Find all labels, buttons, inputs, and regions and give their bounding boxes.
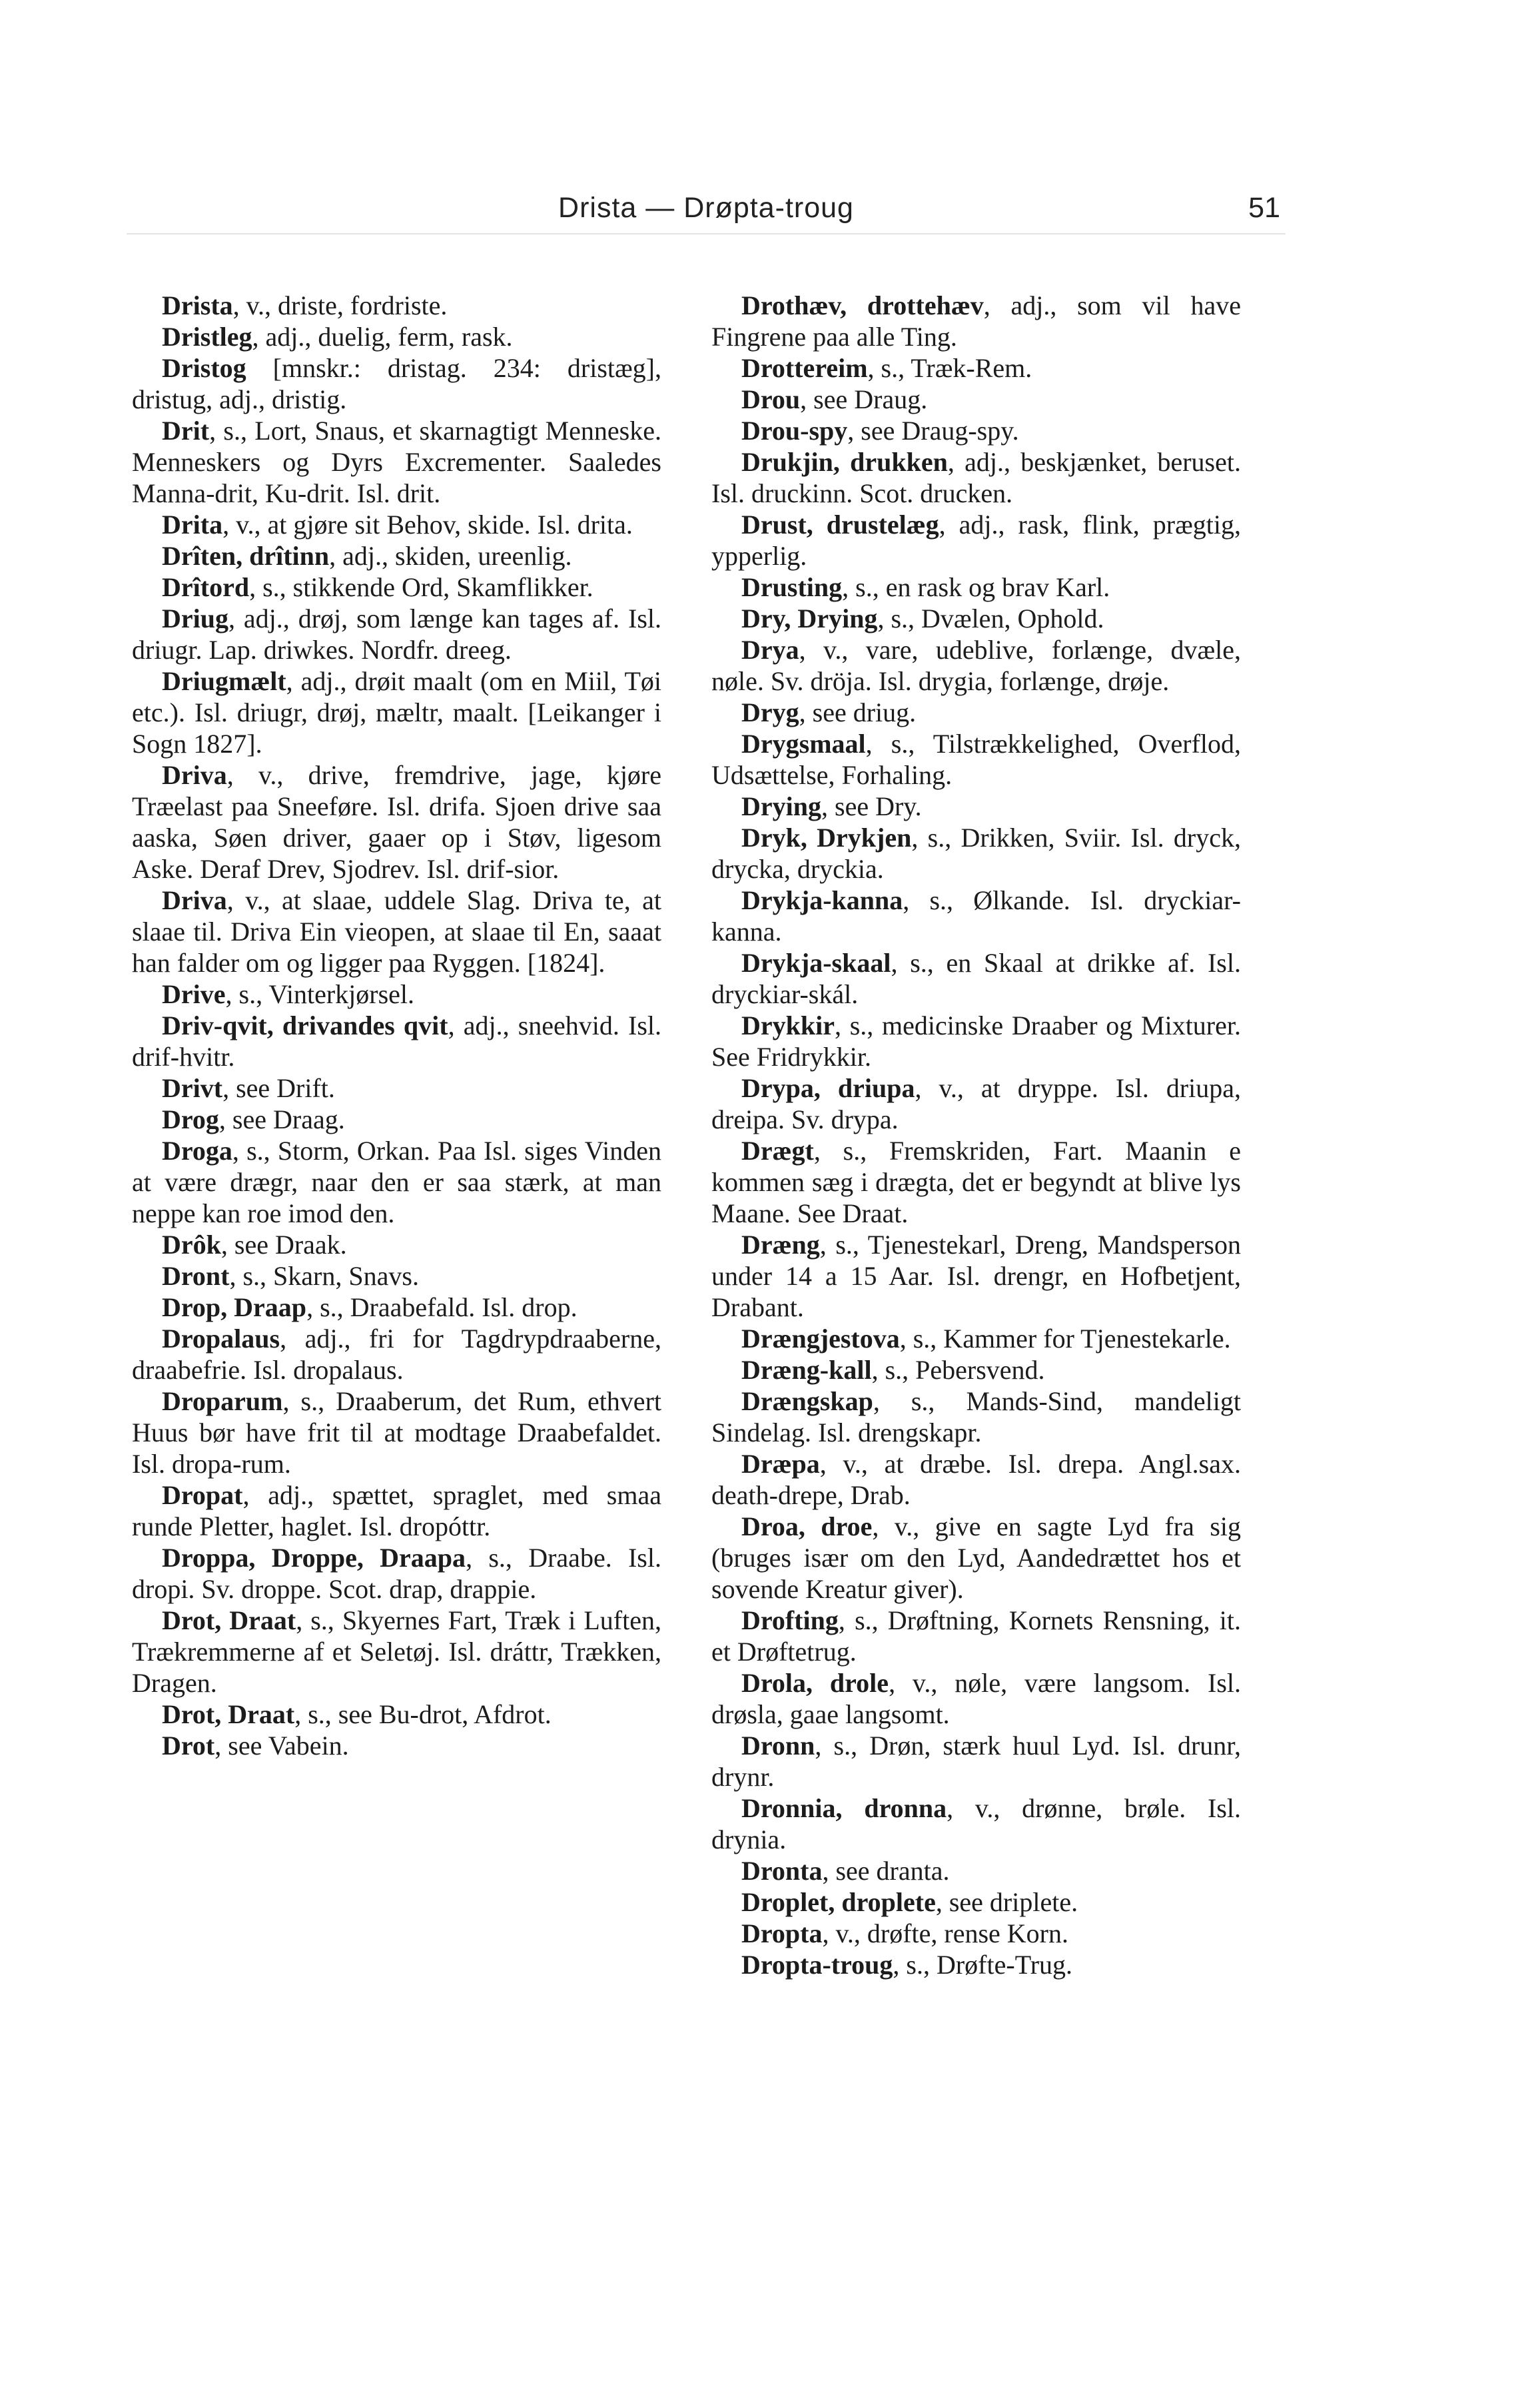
entry-headword: Drou-spy (741, 416, 848, 446)
entry-definition: , s., see Bu-drot, Afdrot. (294, 1699, 552, 1729)
dictionary-entry (711, 290, 1241, 352)
entry-headword: Drya (741, 635, 799, 665)
entry-definition: , s., Skarn, Snavs. (229, 1261, 419, 1291)
dictionary-entry (711, 1135, 1241, 1229)
dictionary-entry (711, 1072, 1241, 1135)
entry-headword: Drôk (162, 1230, 221, 1260)
entry-headword: Dropta-troug (741, 1950, 893, 1980)
dictionary-entry (132, 1323, 661, 1386)
dictionary-entry (711, 446, 1241, 509)
entry-headword: Drukjin, drukken (741, 447, 948, 477)
dictionary-entry (711, 1730, 1241, 1793)
dictionary-entry (711, 1354, 1241, 1386)
dictionary-entry (132, 290, 661, 321)
entry-definition: , adj., rask, flink, prægtig, ypperlig. (711, 510, 1241, 571)
entry-definition: , see Draug. (800, 384, 928, 414)
entry-headword: Drîtord (162, 572, 250, 602)
entry-headword: Dropat (162, 1480, 243, 1510)
entry-definition: , s., en rask og brav Karl. (842, 572, 1110, 602)
entry-headword: Dront (162, 1261, 230, 1291)
dictionary-entry (711, 1949, 1241, 1980)
entry-headword: Drog (162, 1104, 219, 1134)
entry-headword: Drust, drustelæg (741, 510, 939, 540)
dictionary-entry (132, 1229, 661, 1260)
entry-headword: Drita (162, 510, 223, 540)
entry-definition: , v., driste, fordriste. (232, 290, 448, 320)
entry-headword: Drîten, drîtinn (162, 541, 330, 571)
dictionary-entry (132, 540, 661, 572)
entry-definition: , s., Draabe. Isl. dropi. Sv. droppe. Scot. drap, drappie. (132, 1543, 661, 1604)
entry-definition: , v., drønne, brøle. Isl. drynia. (711, 1793, 1241, 1854)
entry-headword: Dronn (741, 1731, 815, 1761)
dictionary-entry (711, 1323, 1241, 1354)
entry-headword: Dronnia, dronna (741, 1793, 947, 1823)
entry-definition: , adj., beskjænket, beruset. Isl. druckinn. Scot. drucken. (711, 447, 1241, 508)
entry-definition: , s., Drøn, stærk huul Lyd. Isl. drunr, drynr. (711, 1731, 1241, 1792)
entry-definition: , v., at dryppe. Isl. driupa, dreipa. Sv. drypa. (711, 1073, 1242, 1134)
entry-definition: , see Draag. (218, 1104, 345, 1134)
entry-headword: Drot, Draat (162, 1605, 296, 1635)
dictionary-entry (711, 415, 1241, 446)
dictionary-entry (711, 1386, 1241, 1448)
entry-headword: Dræng (741, 1230, 820, 1260)
entry-definition: , s., Træk-Rem. (867, 353, 1032, 383)
entry-headword: Driva (162, 760, 227, 790)
entry-headword: Drængskap (741, 1386, 873, 1416)
entry-definition: , see dranta. (822, 1856, 950, 1886)
dictionary-entry (132, 1479, 661, 1542)
entry-definition: , s., Ølkande. Isl. dryckiar-kanna. (711, 885, 1241, 947)
entry-definition: , s., Tjenestekarl, Dreng, Mandsperson under 14 a 15 Aar. Isl. drengr, en Hofbetjent, Drabant. (711, 1230, 1241, 1322)
entry-definition: , adj., fri for Tagdrypdraaberne, draabefrie. Isl. dropalaus. (132, 1324, 661, 1385)
dictionary-entry (132, 1104, 661, 1135)
dictionary-entry (132, 1730, 661, 1761)
dictionary-entry (711, 947, 1241, 1010)
entry-headword: Drottereim (741, 353, 868, 383)
dictionary-entry (132, 1386, 661, 1479)
entry-definition: , adj., duelig, ferm, rask. (252, 322, 513, 352)
entry-definition: [mnskr.: dristag. 234: dristæg], dristug, adj., dristig. (132, 353, 661, 414)
entry-definition: , s., Pebersvend. (871, 1355, 1045, 1385)
entry-definition: , s., stikkende Ord, Skamflikker. (249, 572, 593, 602)
entry-definition: , see driplete. (935, 1887, 1078, 1917)
dictionary-entry (132, 321, 661, 352)
dictionary-entry (132, 1292, 661, 1323)
entry-headword: Dryg (741, 697, 799, 727)
entry-definition: , adj., skiden, ureenlig. (329, 541, 572, 571)
entry-headword: Droparum (162, 1386, 283, 1416)
dictionary-entry (711, 509, 1241, 572)
entry-headword: Drothæv, drottehæv (741, 290, 984, 320)
entry-definition: , s., Drøfte-Trug. (893, 1950, 1073, 1980)
dictionary-entry (132, 1542, 661, 1605)
dictionary-entry (711, 728, 1241, 791)
entry-headword: Drot, Draat (162, 1699, 295, 1729)
dictionary-entry (132, 572, 661, 603)
entry-headword: Dræpa (741, 1449, 820, 1479)
dictionary-entry (132, 1260, 661, 1292)
entry-headword: Drægt (741, 1136, 814, 1166)
entry-definition: , v., at gjøre sit Behov, skide. Isl. drita. (222, 510, 633, 540)
dictionary-entry (132, 979, 661, 1010)
entry-headword: Droa, droe (741, 1511, 873, 1541)
entry-headword: Dry, Drying (741, 603, 878, 633)
dictionary-entry (711, 572, 1241, 603)
dictionary-entry (711, 1605, 1241, 1667)
entry-headword: Driv-qvit, drivandes qvit (162, 1010, 448, 1040)
entry-definition: , adj., drøit maalt (om en Miil, Tøi etc.). Isl. driugr, drøj, mæltr, maalt. [Leikanger i Sogn 1827]. (132, 666, 661, 759)
entry-definition: , see Vabein. (214, 1731, 349, 1761)
dictionary-entry (711, 822, 1241, 885)
entry-headword: Dristleg (162, 322, 252, 352)
page-number: 51 (1248, 192, 1280, 224)
entry-definition: , s., Drøftning, Kornets Rensning, it. et Drøftetrug. (711, 1605, 1241, 1667)
entry-definition: , v., give en sagte Lyd fra sig (bruges især om den Lyd, Aandedrættet hos et sovende Kreatur giver). (711, 1511, 1241, 1604)
dictionary-entry (711, 603, 1241, 634)
dictionary-entry (132, 509, 661, 540)
entry-headword: Drista (162, 290, 233, 320)
page-header-title: Drista — Drøpta-troug (558, 192, 854, 224)
entry-headword: Drying (741, 791, 821, 821)
dictionary-entry (711, 1511, 1241, 1605)
dictionary-entry (132, 665, 661, 759)
entry-definition: , adj., spættet, spraglet, med smaa runde Pletter, haglet. Isl. dropóttr. (132, 1480, 661, 1541)
entry-definition: , s., Draabefald. Isl. drop. (306, 1292, 578, 1322)
running-header (127, 192, 1286, 234)
entry-definition: , see Dry. (821, 791, 922, 821)
entry-definition: , see Drift. (222, 1073, 335, 1103)
entry-headword: Drygsmaal (741, 729, 866, 759)
entry-definition: , s., Kammer for Tjenestekarle. (899, 1324, 1231, 1354)
entry-headword: Droplet, droplete (741, 1887, 936, 1917)
dictionary-entry (132, 1699, 661, 1730)
entry-headword: Dryk, Drykjen (741, 823, 912, 853)
entry-definition: , s., Lort, Snaus, et skarnagtigt Menneske. Menneskers og Dyrs Excrementer. Saaledes Manna-drit, Ku-drit. Isl. drit. (132, 416, 661, 508)
entry-headword: Dronta (741, 1856, 823, 1886)
entry-headword: Dropta (741, 1918, 823, 1948)
dictionary-entry (132, 1072, 661, 1104)
entry-headword: Droppa, Droppe, Draapa (162, 1543, 466, 1573)
entry-definition: , adj., sneehvid. Isl. drif-hvitr. (132, 1010, 661, 1072)
entry-definition: , s., Skyernes Fart, Træk i Luften, Trækremmerne af et Seletøj. Isl. dráttr, Trækken, Dragen. (132, 1605, 661, 1698)
dictionary-entry (711, 1793, 1241, 1855)
entry-definition: , s., en Skaal at drikke af. Isl. dryckiar-skál. (711, 948, 1241, 1009)
entry-definition: , v., nøle, være langsom. Isl. drøsla, gaae langsomt. (711, 1668, 1241, 1729)
entry-headword: Driugmælt (162, 666, 286, 696)
dictionary-entry (132, 1605, 661, 1699)
entry-definition: , v., drøfte, rense Korn. (822, 1918, 1068, 1948)
entry-headword: Drit (162, 416, 210, 446)
entry-headword: Drot (162, 1731, 215, 1761)
entry-headword: Drykja-kanna (741, 885, 903, 915)
dictionary-entry (711, 1229, 1241, 1323)
entry-headword: Drængjestova (741, 1324, 900, 1354)
dictionary-entry (711, 352, 1241, 384)
entry-definition: , v., drive, fremdrive, jage, kjøre Træelast paa Sneeføre. Isl. drifa. Sjoen drive saa aaska, Søen driver, gaaer op i Støv, ligesom Aske. Deraf Drev, Sjodrev. Isl. drif-sior. (132, 760, 661, 884)
entry-definition: , s., Draaberum, det Rum, ethvert Huus bør have frit til at modtage Draabefaldet. Isl. dropa-rum. (132, 1386, 661, 1479)
entry-definition: , see Draak. (220, 1230, 347, 1260)
dictionary-entry (711, 634, 1241, 697)
entry-definition: , see Draug-spy. (847, 416, 1019, 446)
dictionary-entry (711, 791, 1241, 822)
entry-headword: Drivt (162, 1073, 223, 1103)
entry-headword: Droga (162, 1136, 232, 1166)
dictionary-entry (132, 1010, 661, 1072)
entry-definition: , s., Storm, Orkan. Paa Isl. siges Vinden at være drægr, naar den er saa stærk, at man neppe kan roe imod den. (132, 1136, 661, 1228)
entry-headword: Drykja-skaal (741, 948, 891, 978)
entry-definition: , s., Dvælen, Ophold. (877, 603, 1104, 633)
entry-definition: , v., at slaae, uddele Slag. Driva te, at slaae til. Driva Ein vieopen, at slaae til En, saaat han falder om og ligger paa Ryggen. [1824]. (132, 885, 661, 978)
entry-definition: , s., Vinterkjørsel. (225, 979, 415, 1009)
entry-headword: Drou (741, 384, 801, 414)
left-column (132, 290, 661, 1761)
entry-headword: Drola, drole (741, 1668, 889, 1698)
dictionary-entry (711, 1667, 1241, 1730)
entry-headword: Drypa, driupa (741, 1073, 915, 1103)
dictionary-entry (132, 759, 661, 885)
entry-headword: Dristog (162, 353, 246, 383)
entry-headword: Drofting (741, 1605, 839, 1635)
dictionary-entry (132, 603, 661, 665)
entry-definition: , s., Drikken, Sviir. Isl. dryck, drycka, dryckia. (711, 823, 1241, 884)
dictionary-entry (711, 1886, 1241, 1918)
entry-headword: Dropalaus (162, 1324, 280, 1354)
entry-headword: Driug (162, 603, 228, 633)
entry-headword: Drop, Draap (162, 1292, 307, 1322)
dictionary-entry (711, 885, 1241, 947)
entry-headword: Drykkir (741, 1010, 835, 1040)
dictionary-entry (711, 1448, 1241, 1511)
dictionary-entry (132, 352, 661, 415)
entry-definition: , s., Tilstrækkelighed, Overflod, Udsættelse, Forhaling. (711, 729, 1241, 790)
entry-definition: , see driug. (799, 697, 917, 727)
entry-definition: , v., at dræbe. Isl. drepa. Angl.sax. death-drepe, Drab. (711, 1449, 1241, 1510)
dictionary-entry (711, 1855, 1241, 1886)
dictionary-entry (132, 1135, 661, 1229)
entry-headword: Driva (162, 885, 227, 915)
entry-definition: , adj., som vil have Fingrene paa alle Ting. (711, 290, 1241, 352)
dictionary-entry (132, 885, 661, 979)
entry-headword: Dræng-kall (741, 1355, 872, 1385)
entry-definition: , s., Mands-Sind, mandeligt Sindelag. Isl. drengskapr. (711, 1386, 1241, 1447)
dictionary-entry (132, 415, 661, 509)
dictionary-entry (711, 1010, 1241, 1072)
entry-headword: Drusting (741, 572, 843, 602)
entry-definition: , adj., drøj, som længe kan tages af. Isl. driugr. Lap. driwkes. Nordfr. dreeg. (132, 603, 661, 665)
entry-definition: , v., vare, udeblive, forlænge, dvæle, nøle. Sv. dröja. Isl. drygia, forlænge, drøje. (711, 635, 1241, 696)
entry-definition: , s., medicinske Draaber og Mixturer. See Fridrykkir. (711, 1010, 1241, 1072)
dictionary-entry (711, 384, 1241, 415)
dictionary-entry (711, 1918, 1241, 1949)
entry-headword: Drive (162, 979, 226, 1009)
entry-definition: , s., Fremskriden, Fart. Maanin e kommen sæg i drægta, det er begyndt at blive lys Maane. See Draat. (711, 1136, 1241, 1228)
right-column (711, 290, 1241, 1980)
dictionary-entry (711, 697, 1241, 728)
